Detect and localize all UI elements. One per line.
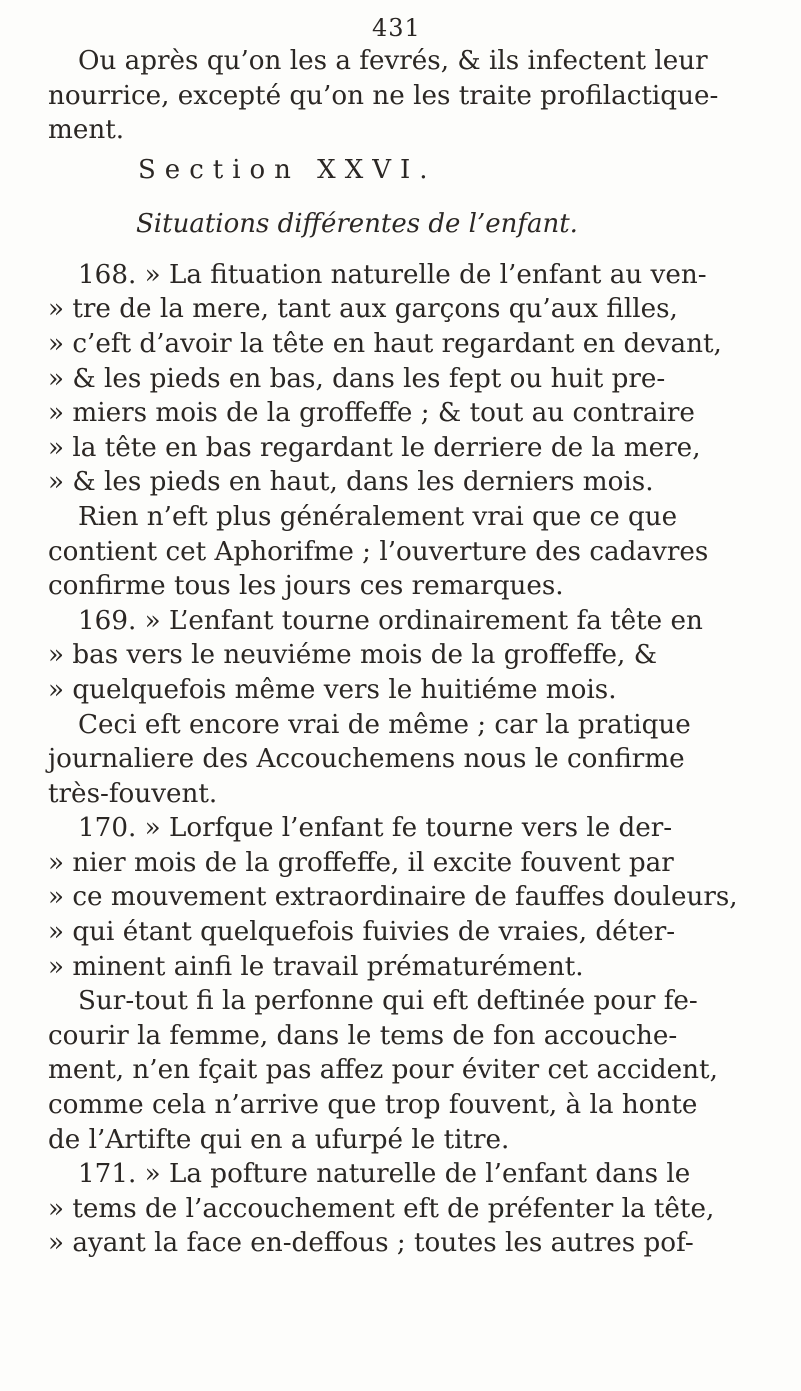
text-line: » bas vers le neuviéme mois de la groffeffe, & [48, 640, 658, 671]
text-line: courir la femme, dans le tems de fon accouche- [48, 1020, 678, 1051]
text-line: » & les pieds en bas, dans les fept ou huit pre- [48, 363, 666, 394]
text-line: confirme tous les jours ces remarques. [48, 571, 564, 602]
page-number: 431 [372, 14, 421, 42]
text-line: » & les pieds en haut, dans les derniers mois. [48, 467, 654, 498]
section-heading: Section XXVI. [138, 154, 437, 185]
text-line: » c’eft d’avoir la tête en haut regardant en devant, [48, 328, 722, 359]
text-block [48, 44, 768, 1261]
text-line: 170. » Lorfque l’enfant fe tourne vers le der- [78, 813, 673, 844]
text-line: » ce mouvement extraordinaire de fauffes douleurs, [48, 882, 738, 913]
text-line: comme cela n’arrive que trop fouvent, à la honte [48, 1090, 698, 1121]
text-line: ment. [48, 115, 125, 146]
text-line: » tre de la mere, tant aux garçons qu’aux filles, [48, 294, 678, 325]
text-line: très-fouvent. [48, 778, 218, 809]
text-line: nourrice, excepté qu’on ne les traite profilactique- [48, 80, 719, 111]
text-line: contient cet Aphorifme ; l’ouverture des cadavres [48, 536, 709, 567]
text-line: Ou après qu’on les a fevrés, & ils infectent leur [78, 46, 708, 76]
text-line: » quelquefois même vers le huitiéme mois. [48, 674, 617, 705]
text-line: » minent ainfi le travail prématurément. [48, 951, 584, 982]
text-line: 169. » L’enfant tourne ordinairement fa tête en [78, 605, 703, 636]
section-subtitle: Situations différentes de l’enfant. [136, 208, 578, 239]
text-line: Rien n’eft plus généralement vrai que ce que [78, 501, 678, 532]
text-line: » ayant la face en-deffous ; toutes les autres pof- [48, 1228, 694, 1259]
text-line: » miers mois de la groffeffe ; & tout au contraire [48, 398, 695, 429]
text-line: 171. » La pofture naturelle de l’enfant dans le [78, 1159, 691, 1190]
text-line: journaliere des Accouchemens nous le confirme [48, 744, 685, 775]
text-line: » qui étant quelquefois fuivies de vraies, déter- [48, 917, 676, 948]
text-line: » tems de l’accouchement eft de préfenter la tête, [48, 1193, 715, 1224]
text-line: Sur-tout fi la perfonne qui eft deftinée pour fe- [78, 986, 698, 1017]
text-line: de l’Artifte qui en a ufurpé le titre. [48, 1124, 510, 1155]
text-line: Ceci eft encore vrai de même ; car la pratique [78, 709, 691, 740]
text-line: » la tête en bas regardant le derriere de la mere, [48, 432, 701, 463]
text-line: 168. » La fituation naturelle de l’enfant au ven- [78, 259, 707, 290]
text-line: » nier mois de la groffeffe, il excite fouvent par [48, 847, 674, 878]
text-line: ment, n’en fçait pas affez pour éviter cet accident, [48, 1055, 718, 1086]
